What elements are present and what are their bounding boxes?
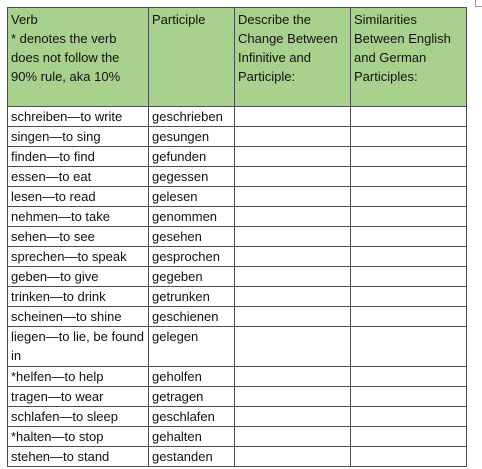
- verb-cell: schlafen—to sleep: [8, 407, 149, 427]
- header-participle: Participle: [149, 8, 235, 107]
- similarities-cell[interactable]: [351, 127, 467, 147]
- table-row: [8, 327, 467, 367]
- table-row: [8, 387, 467, 407]
- table-row: [8, 167, 467, 187]
- verb-participle-table: [7, 7, 467, 467]
- describe-cell[interactable]: [235, 267, 351, 287]
- describe-cell[interactable]: [235, 187, 351, 207]
- participle-cell: gehalten: [149, 427, 235, 447]
- participle-cell: gesehen: [149, 227, 235, 247]
- verb-cell: geben—to give: [8, 267, 149, 287]
- table-row: [8, 367, 467, 387]
- participle-cell: getrunken: [149, 287, 235, 307]
- similarities-cell[interactable]: [351, 187, 467, 207]
- participle-cell: getragen: [149, 387, 235, 407]
- similarities-cell[interactable]: [351, 407, 467, 427]
- participle-cell: gesungen: [149, 127, 235, 147]
- participle-cell: gefunden: [149, 147, 235, 167]
- verb-cell: trinken—to drink: [8, 287, 149, 307]
- similarities-cell[interactable]: [351, 307, 467, 327]
- table-row: [8, 227, 467, 247]
- describe-cell[interactable]: [235, 427, 351, 447]
- verb-cell: liegen—to lie, be found in: [8, 327, 149, 367]
- table-row: [8, 147, 467, 167]
- participle-cell: geschienen: [149, 307, 235, 327]
- table-row: [8, 287, 467, 307]
- table-row: [8, 207, 467, 227]
- describe-cell[interactable]: [235, 207, 351, 227]
- verb-cell: stehen—to stand: [8, 447, 149, 467]
- participle-cell: geschrieben: [149, 107, 235, 127]
- verb-cell: *helfen—to help: [8, 367, 149, 387]
- verb-cell: sehen—to see: [8, 227, 149, 247]
- similarities-cell[interactable]: [351, 427, 467, 447]
- describe-cell[interactable]: [235, 387, 351, 407]
- describe-cell[interactable]: [235, 327, 351, 367]
- similarities-cell[interactable]: [351, 167, 467, 187]
- describe-cell[interactable]: [235, 107, 351, 127]
- verb-cell: essen—to eat: [8, 167, 149, 187]
- header-similarities: Similarities Between English and German Participles:: [351, 8, 467, 107]
- table-row: [8, 127, 467, 147]
- verb-cell: lesen—to read: [8, 187, 149, 207]
- describe-cell[interactable]: [235, 287, 351, 307]
- verb-cell: *halten—to stop: [8, 427, 149, 447]
- participle-cell: geholfen: [149, 367, 235, 387]
- table-row: [8, 247, 467, 267]
- page-corner-mark: [475, 0, 482, 7]
- participle-cell: gesprochen: [149, 247, 235, 267]
- participle-cell: gelegen: [149, 327, 235, 367]
- verb-cell: tragen—to wear: [8, 387, 149, 407]
- participle-cell: gegessen: [149, 167, 235, 187]
- similarities-cell[interactable]: [351, 387, 467, 407]
- table-row: [8, 307, 467, 327]
- similarities-cell[interactable]: [351, 207, 467, 227]
- similarities-cell[interactable]: [351, 367, 467, 387]
- participle-cell: geschlafen: [149, 407, 235, 427]
- describe-cell[interactable]: [235, 167, 351, 187]
- similarities-cell[interactable]: [351, 287, 467, 307]
- describe-cell[interactable]: [235, 307, 351, 327]
- similarities-cell[interactable]: [351, 107, 467, 127]
- similarities-cell[interactable]: [351, 247, 467, 267]
- describe-cell[interactable]: [235, 147, 351, 167]
- table-row: [8, 407, 467, 427]
- similarities-cell[interactable]: [351, 267, 467, 287]
- describe-cell[interactable]: [235, 227, 351, 247]
- describe-cell[interactable]: [235, 247, 351, 267]
- verb-cell: sprechen—to speak: [8, 247, 149, 267]
- participle-cell: gelesen: [149, 187, 235, 207]
- table-row: [8, 427, 467, 447]
- participle-cell: genommen: [149, 207, 235, 227]
- verb-cell: scheinen—to shine: [8, 307, 149, 327]
- verb-cell: singen—to sing: [8, 127, 149, 147]
- header-verb: Verb * denotes the verb does not follow the 90% rule, aka 10%: [8, 8, 149, 107]
- describe-cell[interactable]: [235, 447, 351, 467]
- similarities-cell[interactable]: [351, 227, 467, 247]
- describe-cell[interactable]: [235, 127, 351, 147]
- participle-cell: gestanden: [149, 447, 235, 467]
- describe-cell[interactable]: [235, 367, 351, 387]
- verb-cell: schreiben—to write: [8, 107, 149, 127]
- table-row: [8, 107, 467, 127]
- table-row: [8, 187, 467, 207]
- describe-cell[interactable]: [235, 407, 351, 427]
- table-row: [8, 447, 467, 467]
- similarities-cell[interactable]: [351, 447, 467, 467]
- verb-cell: finden—to find: [8, 147, 149, 167]
- table-header-row: [8, 8, 467, 107]
- table-row: [8, 267, 467, 287]
- header-describe-change: Describe the Change Between Infinitive and Participle:: [235, 8, 351, 107]
- verb-cell: nehmen—to take: [8, 207, 149, 227]
- similarities-cell[interactable]: [351, 327, 467, 367]
- participle-cell: gegeben: [149, 267, 235, 287]
- similarities-cell[interactable]: [351, 147, 467, 167]
